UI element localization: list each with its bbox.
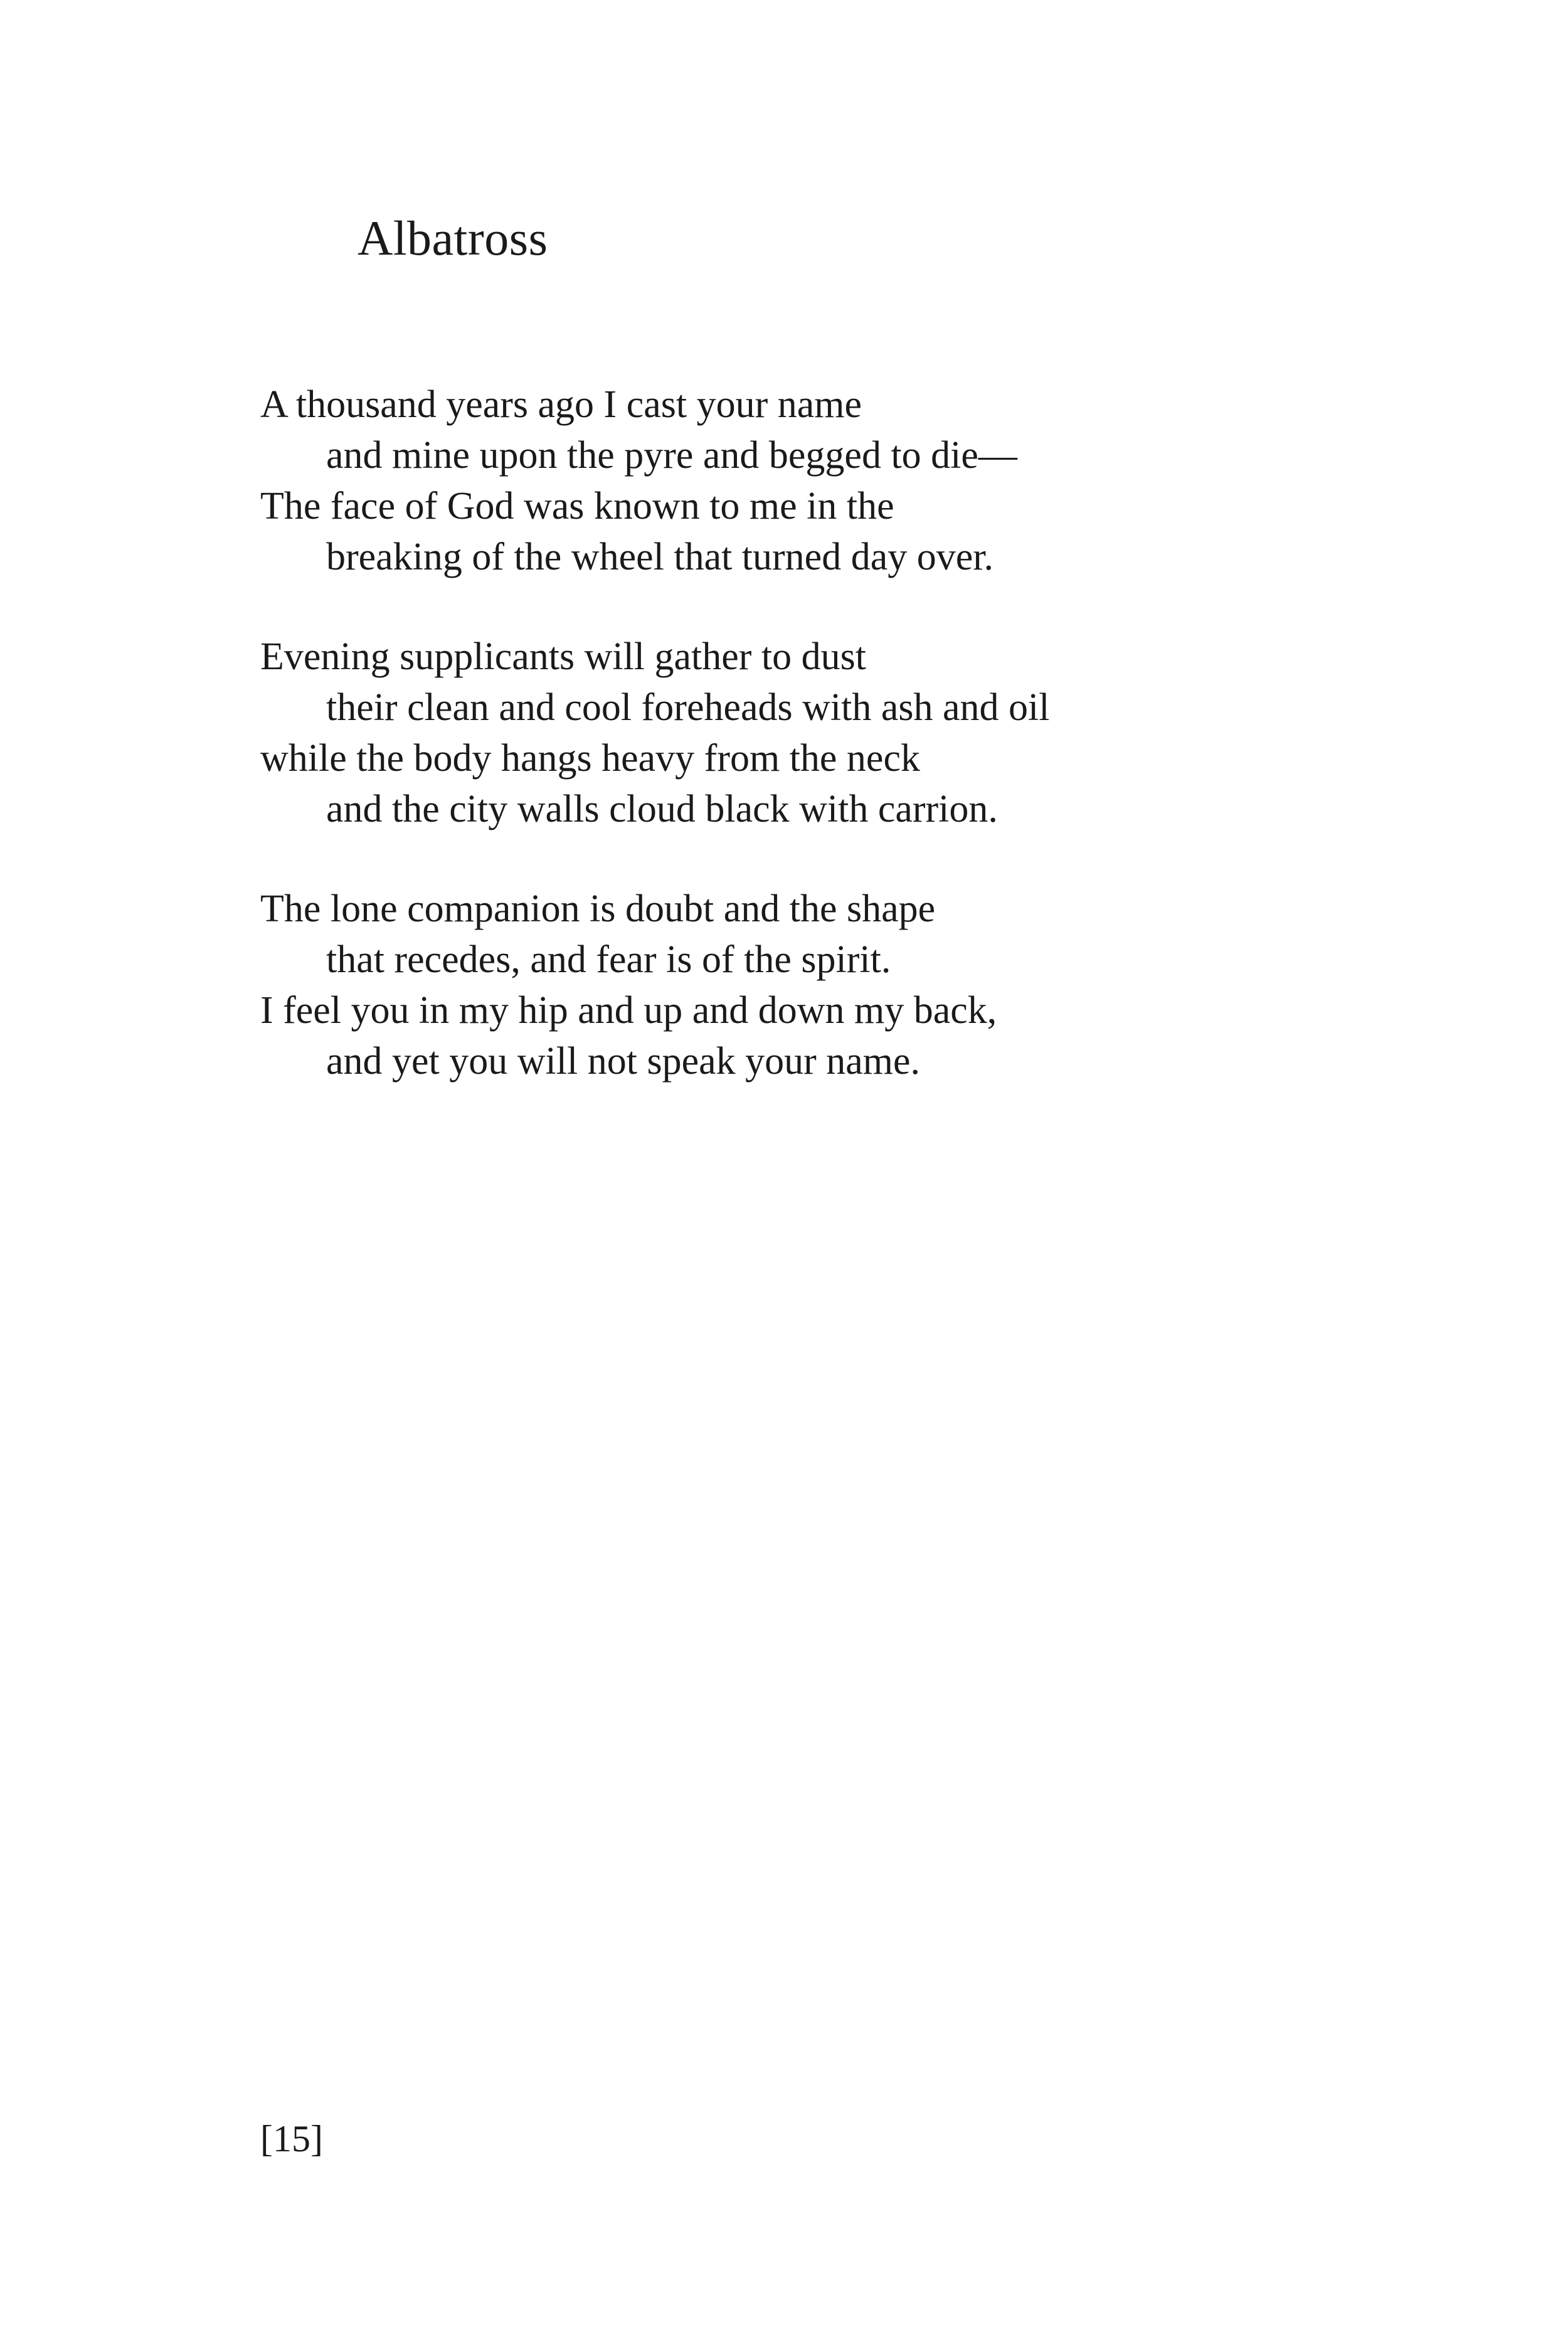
poem-line: The lone companion is doubt and the shape bbox=[260, 887, 936, 930]
poem-line-indented: and yet you will not speak your name. bbox=[326, 1040, 921, 1083]
stanza-2 bbox=[260, 632, 1452, 835]
poem-line: A thousand years ago I cast your name bbox=[260, 383, 862, 426]
poem-line: I feel you in my hip and up and down my back, bbox=[260, 989, 997, 1032]
poem-line: The face of God was known to me in the bbox=[260, 485, 894, 527]
poem-line: Evening supplicants will gather to dust bbox=[260, 635, 867, 678]
poem-line-indented: that recedes, and fear is of the spirit. bbox=[326, 938, 891, 981]
poem-body bbox=[260, 379, 1452, 1136]
stanza-1 bbox=[260, 379, 1452, 583]
poem-line-indented: their clean and cool foreheads with ash and oil bbox=[326, 686, 1050, 729]
poem-line: while the body hangs heavy from the neck bbox=[260, 737, 920, 780]
poem-line-indented: breaking of the wheel that turned day over. bbox=[326, 536, 993, 578]
poem-line-indented: and the city walls cloud black with carrion. bbox=[326, 788, 998, 830]
poem-title: Albatross bbox=[358, 211, 548, 265]
poem-line-indented: and mine upon the pyre and begged to die— bbox=[326, 434, 1017, 477]
page-number: [15] bbox=[260, 2118, 323, 2159]
stanza-3 bbox=[260, 884, 1452, 1087]
